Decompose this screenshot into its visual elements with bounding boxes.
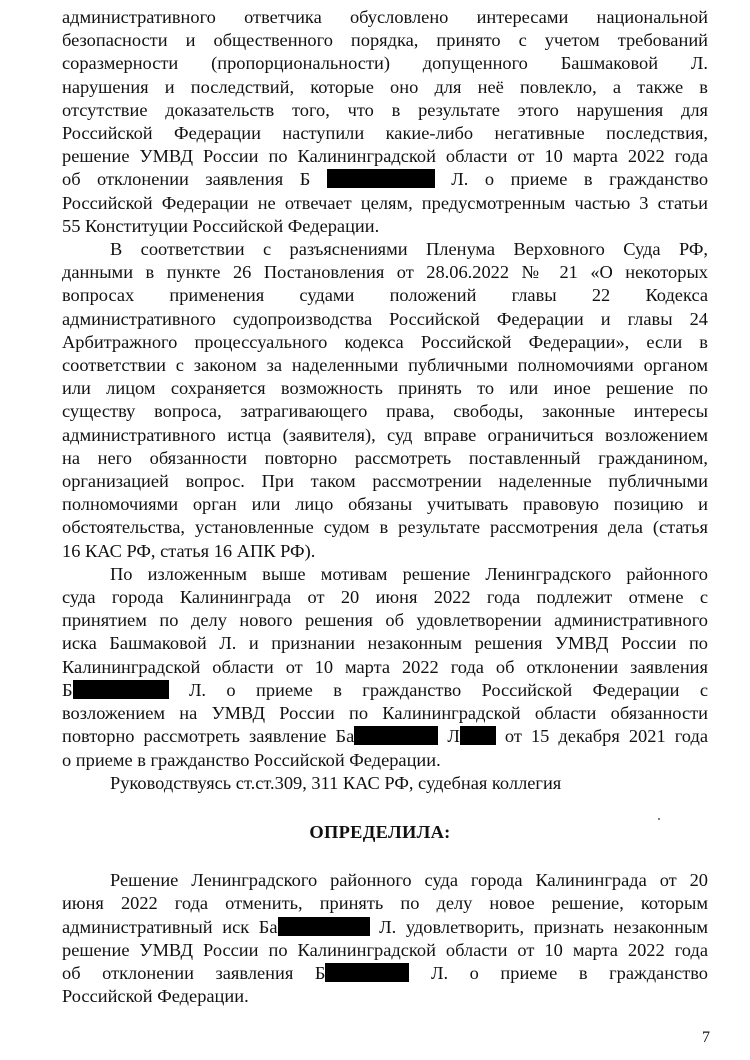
text-fragment: Л (447, 726, 460, 747)
text-line: вопросах применения судами положений главы 22 Кодекса (62, 285, 708, 306)
text-fragment: об отклонении заявления Б (62, 169, 311, 190)
text-line: 55 Конституции Российской Федерации. (62, 215, 380, 236)
text-line (62, 962, 708, 985)
paragraph-4 (62, 772, 708, 795)
text-line: Российской Федерации. (62, 986, 249, 1007)
text-line: иска Башмаковой Л. и признании незаконным решения УМВД России по (62, 633, 708, 654)
text-line: возложением на УМВД России по Калининградской области обязанности (62, 703, 708, 724)
text-line: соответствии с законом за наделенными публичными полномочиями органом (62, 355, 708, 376)
paragraph-2 (62, 238, 708, 563)
text-line: Арбитражного процессуального кодекса Российской Федерации», если в (62, 331, 708, 352)
redaction-block (278, 917, 370, 936)
text-line: обстоятельства, установленные судом в результате рассмотрения дела (статья (62, 517, 708, 538)
text-line: решение УМВД России по Калининградской области от 10 марта 2022 года (62, 939, 708, 960)
redaction-block (460, 726, 496, 745)
text-fragment: Б (62, 679, 73, 700)
text-line (62, 679, 708, 702)
text-line: Руководствуясь ст.ст.309, 311 КАС РФ, судебная коллегия (110, 772, 562, 793)
text-line (62, 725, 708, 748)
scan-speck (658, 818, 660, 820)
text-fragment: административный иск Ба (62, 916, 278, 937)
text-line: соразмерности (пропорциональности) допущенного Башмаковой Л. (62, 53, 708, 74)
text-line: Решение Ленинградского районного суда города Калининграда от 20 (110, 870, 708, 891)
text-line: решение УМВД России по Калининградской области от 10 марта 2022 года (62, 146, 708, 167)
redaction-block (73, 680, 169, 699)
paragraph-3 (62, 563, 708, 772)
text-fragment: Л. о приеме в гражданство (451, 169, 709, 190)
text-line: данными в пункте 26 Постановления от 28.06.2022 № 21 «О некоторых (62, 262, 708, 283)
text-line: суда города Калининграда от 20 июня 2022 года подлежит отмене с (62, 587, 708, 608)
redaction-block (325, 963, 409, 982)
text-line: полномочиями орган или лицо обязаны учитывать правовую позицию и (62, 494, 708, 515)
text-line: безопасности и общественного порядка, принято с учетом требований (62, 30, 708, 51)
text-fragment: Л. о приеме в гражданство (431, 962, 709, 983)
text-line: административного ответчика обусловлено интересами национальной (62, 7, 708, 27)
text-fragment: повторно рассмотреть заявление Ба (62, 726, 355, 747)
text-line: Российской Федерации не отвечает целям, предусмотренным частью 3 статьи (62, 192, 708, 213)
page-number: 7 (702, 1029, 710, 1046)
text-line: административного истца (заявителя), суд вправе ограничиться возложением (62, 424, 708, 445)
text-line: Калининградской области от 10 марта 2022 года об отклонении заявления (62, 656, 708, 677)
redaction-block (327, 169, 435, 188)
text-line (62, 168, 708, 191)
text-line: или лицом сохраняется возможность принять то или иное решение по (62, 378, 708, 399)
text-line: нарушения и последствий, которые оно для неё повлекло, а также в (62, 76, 708, 97)
text-line: По изложенным выше мотивам решение Ленинградского районного (110, 563, 708, 584)
text-line: существу вопроса, затрагивающего права, свободы, законные интересы (62, 401, 708, 422)
text-line: на него обязанности повторно рассмотреть поставленный гражданином, (62, 447, 708, 468)
paragraph-1 (62, 6, 708, 238)
text-line (62, 916, 708, 939)
text-line: принятием по делу нового решения об удовлетворении административного (62, 610, 708, 631)
text-line: июня 2022 года отменить, принять по делу новое решение, которым (62, 893, 708, 914)
text-line: Российской Федерации наступили какие-либо негативные последствия, (62, 123, 708, 144)
resolution-heading: ОПРЕДЕЛИЛА: (309, 821, 451, 842)
paragraph-5 (62, 869, 708, 1008)
text-line: 16 КАС РФ, статья 16 АПК РФ). (62, 540, 316, 561)
text-line: административного судопроизводства Российской Федерации и главы 24 (62, 308, 708, 329)
text-fragment: от 15 декабря 2021 года (504, 726, 708, 747)
text-line: В соответствии с разъяснениями Пленума Верховного Суда РФ, (110, 239, 708, 260)
text-line: организацией вопрос. При таком рассмотрении наделенные публичными (62, 471, 708, 492)
text-fragment: Л. удовлетворить, признать незаконным (379, 916, 708, 937)
text-line: отсутствие доказательств того, что в результате этого нарушения для (62, 99, 708, 120)
text-fragment: Л. о приеме в гражданство Российской Федерации с (188, 679, 708, 700)
text-fragment: об отклонении заявления Б (62, 962, 326, 983)
redaction-block (354, 726, 438, 745)
text-line: о приеме в гражданство Российской Федерации. (62, 749, 441, 770)
